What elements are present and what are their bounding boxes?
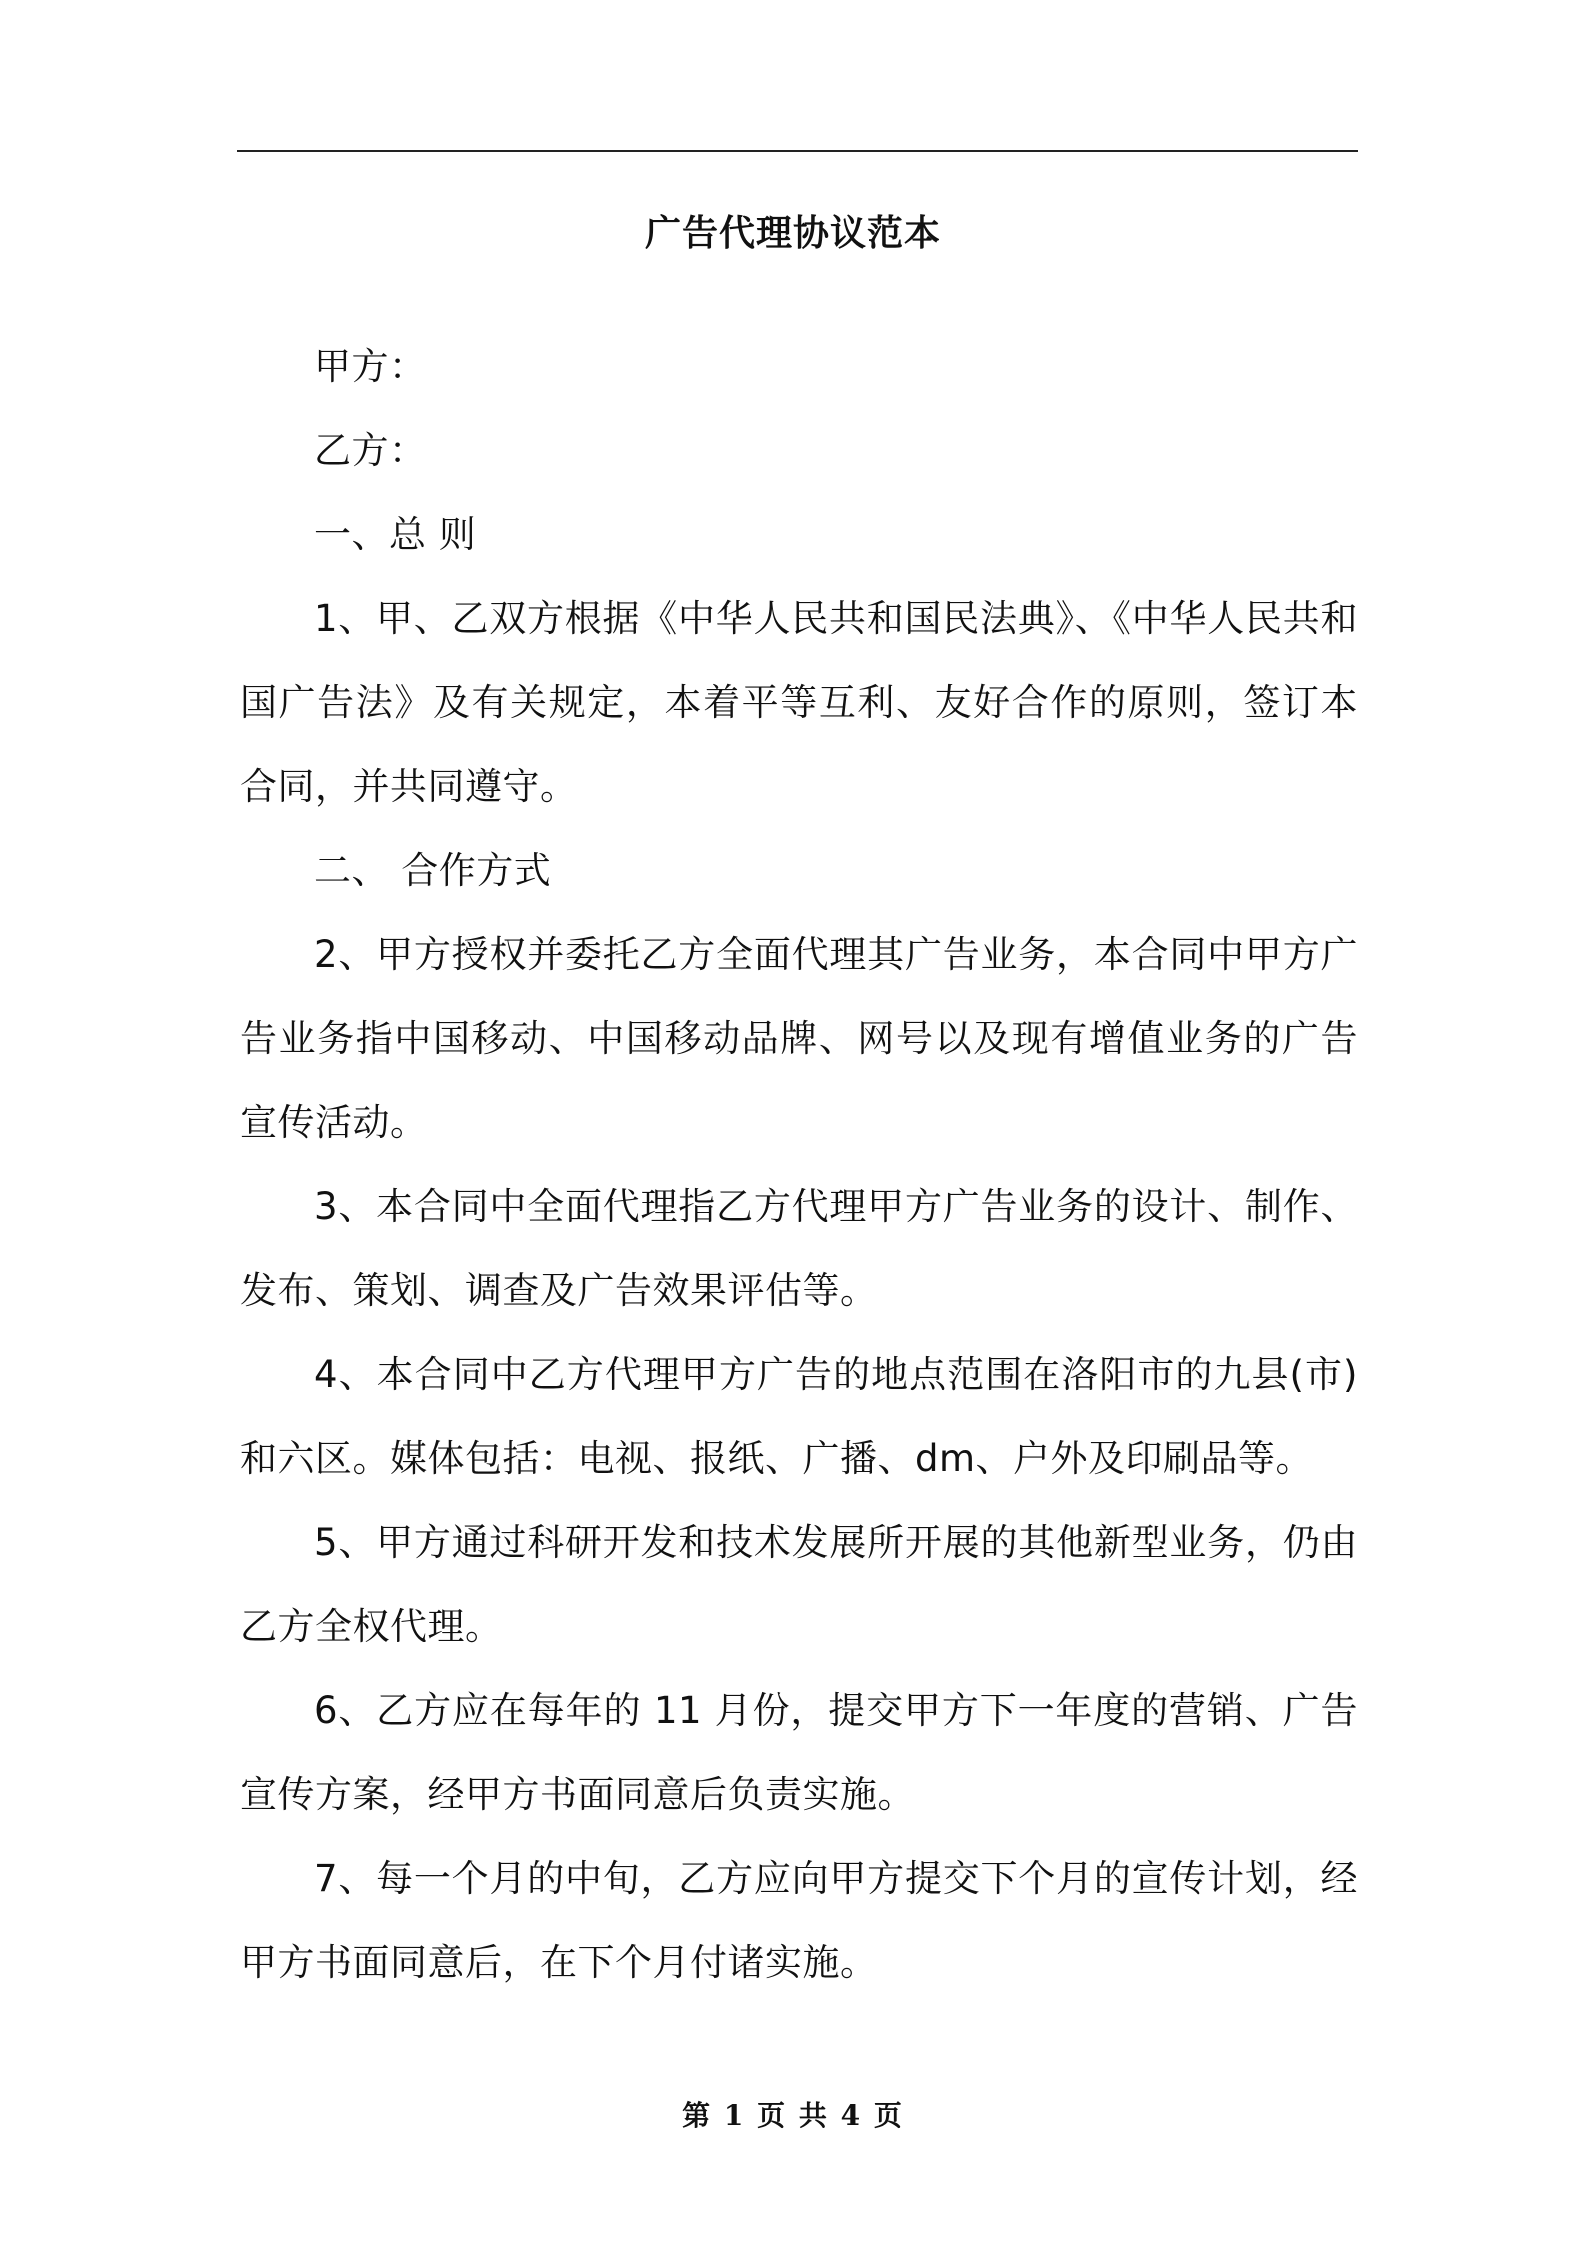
section-heading-cooperation: 二、 合作方式 xyxy=(314,849,552,892)
page-number-footer: 第 1 页 共 4 页 xyxy=(682,2099,904,2132)
clause-7: 7、每一个月的中旬，乙方应向甲方提交下个月的宣传计划，经甲方书面同意后，在下个月付诸实施。 xyxy=(240,1857,1358,1984)
header-rule xyxy=(237,150,1358,152)
clause-3: 3、本合同中全面代理指乙方代理甲方广告业务的设计、制作、发布、策划、调查及广告效果评估等。 xyxy=(240,1185,1358,1312)
document-body xyxy=(240,325,1358,2005)
clause-4: 4、本合同中乙方代理甲方广告的地点范围在洛阳市的九县(市)和六区。媒体包括：电视、报纸、广播、dm、户外及印刷品等。 xyxy=(240,1353,1358,1480)
clause-6: 6、乙方应在每年的 11 月份，提交甲方下一年度的营销、广告宣传方案，经甲方书面同意后负责实施。 xyxy=(240,1689,1358,1816)
clause-2: 2、甲方授权并委托乙方全面代理其广告业务，本合同中甲方广告业务指中国移动、中国移动品牌、网号以及现有增值业务的广告宣传活动。 xyxy=(240,933,1358,1144)
clause-5: 5、甲方通过科研开发和技术发展所开展的其他新型业务，仍由乙方全权代理。 xyxy=(240,1521,1358,1648)
party-a-line: 甲方： xyxy=(314,345,427,388)
document-title: 广告代理协议范本 xyxy=(644,213,941,254)
clause-1: 1、甲、乙双方根据《中华人民共和国民法典》、《中华人民共和国广告法》及有关规定，本着平等互利、友好合作的原则，签订本合同，并共同遵守。 xyxy=(240,597,1358,808)
party-b-line: 乙方： xyxy=(314,429,427,472)
section-heading-general: 一、总 则 xyxy=(314,513,477,556)
